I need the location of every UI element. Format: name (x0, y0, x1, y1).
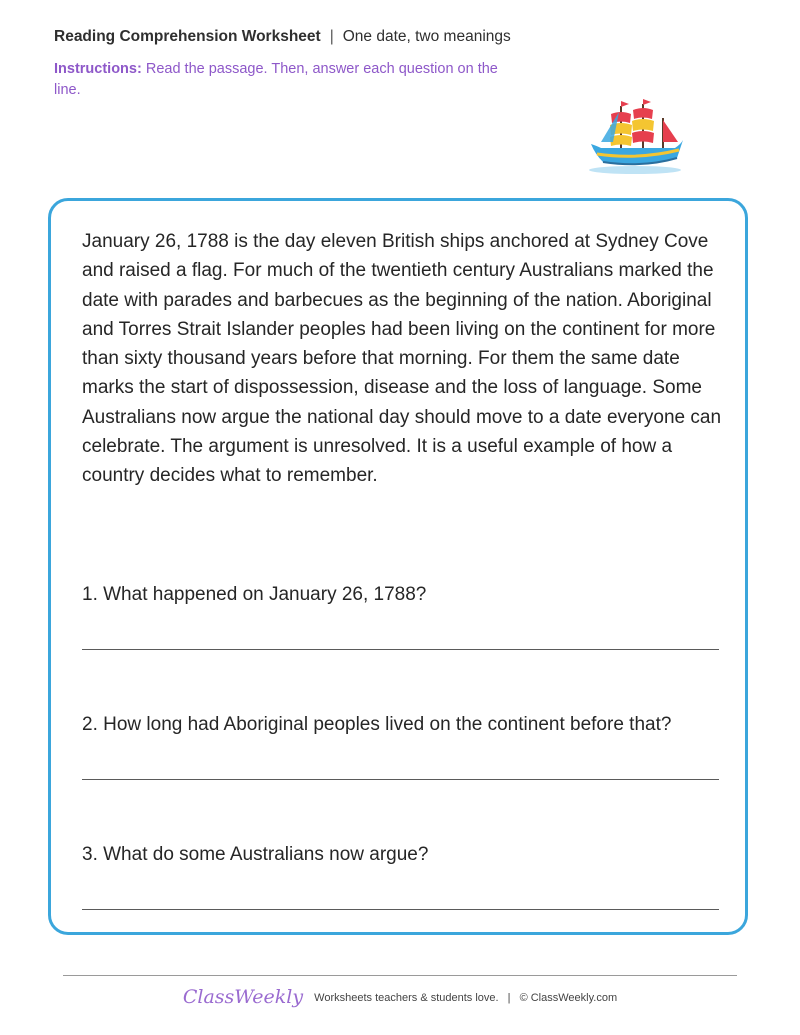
question-3: 3. What do some Australians now argue? (82, 844, 429, 865)
footer-separator: | (507, 992, 511, 1004)
passage-card (48, 198, 748, 935)
answer-line-3[interactable] (82, 909, 719, 910)
answer-line-1[interactable] (82, 649, 719, 650)
footer (0, 986, 800, 1008)
brand-logo: ClassWeekly (182, 986, 304, 1008)
footer-tagline: Worksheets teachers & students love. (314, 992, 499, 1004)
reading-passage: January 26, 1788 is the day eleven British ships anchored at Sydney Cove and raised a flag. For much of the twentieth century Australians marked the date with parades and barbecues as the beginning of the nation. Aboriginal and Torres Strait Islander peoples had been living on the continent for more than sixty thousand years before that morning. For them the same date marks the start of dispossession, disease and the loss of language. Some Australians now argue the national day should move to a date everyone can celebrate. The argument is unresolved. It is a useful example of how a country decides what to remember. (82, 231, 722, 487)
instructions-text: Read the passage. Then, answer each question on the line. (54, 61, 498, 98)
footer-divider (63, 975, 737, 976)
sailing-ship-icon (583, 98, 687, 176)
header-separator: | (329, 28, 334, 45)
question-2: 2. How long had Aboriginal peoples lived on the continent before that? (82, 714, 672, 735)
worksheet-title: Reading Comprehension Worksheet (54, 28, 321, 45)
instructions (54, 59, 514, 101)
instructions-label: Instructions: (54, 61, 142, 77)
question-1: 1. What happened on January 26, 1788? (82, 584, 427, 605)
worksheet-header (54, 28, 511, 46)
worksheet-subtitle: One date, two meanings (342, 28, 511, 45)
footer-copyright: © ClassWeekly.com (519, 992, 618, 1004)
answer-line-2[interactable] (82, 779, 719, 780)
